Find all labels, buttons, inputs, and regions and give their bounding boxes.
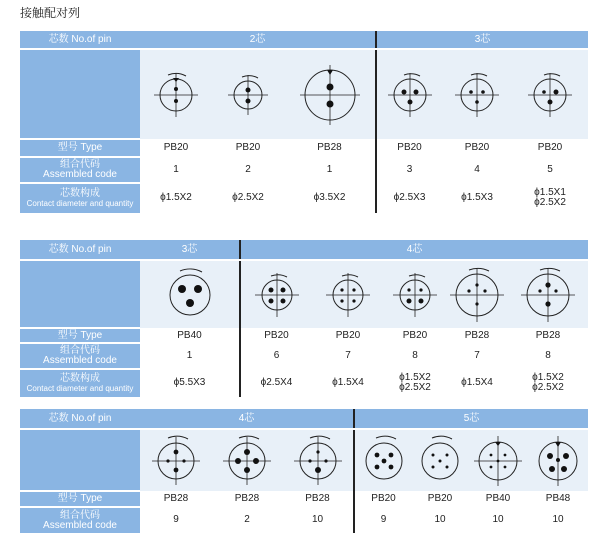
connector-3pin-icon (162, 267, 218, 323)
connector-3pin-icon (526, 70, 574, 120)
type-value: PB28 (282, 491, 354, 507)
contact-value: ϕ1.5X4 (446, 369, 508, 397)
type-label: 型号 Type (20, 328, 140, 343)
type-value: PB20 (354, 491, 412, 507)
contact-value: ϕ1.5X3 (442, 183, 512, 213)
connector-diagram (384, 260, 446, 328)
code-value: 3 (376, 157, 442, 183)
pin-table-3 (20, 409, 588, 533)
pin-count-label: 芯数 No.of pin (20, 409, 140, 429)
code-value: 5 (512, 157, 588, 183)
diagram-row-label (20, 49, 140, 139)
contact-value: ϕ1.5X4 (312, 369, 384, 397)
connector-4pin-icon (449, 266, 505, 324)
type-value: PB28 (508, 328, 588, 343)
type-value: PB40 (140, 328, 240, 343)
group-header-4-pin: 4芯 (140, 409, 354, 429)
type-value: PB20 (512, 139, 588, 157)
connector-2pin-icon (299, 64, 361, 126)
page-heading: 接触配对列 (20, 6, 81, 20)
connector-diagram (282, 429, 354, 491)
assembled-code-label: 组合代码 Assembled code (20, 343, 140, 369)
connector-diagram (284, 49, 376, 139)
connector-diagram (212, 49, 284, 139)
code-value: 10 (528, 507, 588, 533)
contact-value: ϕ3.5X2 (284, 183, 376, 213)
assembled-code-label: 组合代码 Assembled code (20, 507, 140, 533)
connector-diagram (212, 429, 282, 491)
connector-diagram (412, 429, 468, 491)
contact-value: ϕ2.5X2 (212, 183, 284, 213)
contact-value: ϕ2.5X3 (376, 183, 442, 213)
code-value: 1 (140, 343, 240, 369)
connector-diagram (446, 260, 508, 328)
connector-diagram (140, 429, 212, 491)
connector-2pin-icon (224, 70, 272, 120)
code-value: 8 (508, 343, 588, 369)
connector-5pin-icon (359, 433, 409, 489)
contact-value: ϕ1.5X2 ϕ2.5X2 (508, 369, 588, 397)
contact-label: 芯数构成 Contact diameter and quantity (20, 183, 140, 213)
type-value: PB28 (446, 328, 508, 343)
code-value: 10 (412, 507, 468, 533)
type-value: PB20 (212, 139, 284, 157)
contact-value: ϕ1.5X2 (140, 183, 212, 213)
code-value: 2 (212, 157, 284, 183)
group-header-3-pin: 3芯 (376, 31, 588, 49)
connector-5pin-icon (533, 433, 583, 489)
connector-5pin-icon (473, 433, 523, 489)
contact-value: ϕ5.5X3 (140, 369, 240, 397)
code-value: 4 (442, 157, 512, 183)
connector-3pin-icon (386, 70, 434, 120)
code-value: 1 (140, 157, 212, 183)
connector-4pin-icon (222, 433, 272, 489)
contact-value: ϕ1.5X1 ϕ2.5X2 (512, 183, 588, 213)
type-value: PB20 (384, 328, 446, 343)
code-value: 9 (354, 507, 412, 533)
connector-diagram (312, 260, 384, 328)
group-header-3-pin: 3芯 (140, 240, 240, 260)
connector-4pin-icon (253, 270, 301, 320)
code-value: 10 (468, 507, 528, 533)
code-value: 7 (312, 343, 384, 369)
contact-value: ϕ2.5X4 (240, 369, 312, 397)
contact-value: ϕ1.5X2 ϕ2.5X2 (384, 369, 446, 397)
type-value: PB20 (140, 139, 212, 157)
diagram-row-label (20, 429, 140, 491)
connector-diagram (468, 429, 528, 491)
type-label: 型号 Type (20, 491, 140, 507)
pin-count-label: 芯数 No.of pin (20, 240, 140, 260)
connector-diagram (512, 49, 588, 139)
assembled-code-label: 组合代码 Assembled code (20, 157, 140, 183)
connector-4pin-icon (293, 433, 343, 489)
type-label: 型号 Type (20, 139, 140, 157)
connector-diagram (508, 260, 588, 328)
type-value: PB28 (212, 491, 282, 507)
code-value: 1 (284, 157, 376, 183)
type-value: PB28 (140, 491, 212, 507)
group-header-5-pin: 5芯 (354, 409, 588, 429)
connector-diagram (376, 49, 442, 139)
connector-4pin-icon (324, 270, 372, 320)
pin-table-2 (20, 240, 588, 397)
connector-diagram (442, 49, 512, 139)
type-value: PB20 (240, 328, 312, 343)
connector-diagram (140, 49, 212, 139)
connector-diagram (240, 260, 312, 328)
code-value: 8 (384, 343, 446, 369)
code-value: 7 (446, 343, 508, 369)
connector-diagram (140, 260, 240, 328)
group-header-2-pin: 2芯 (140, 31, 376, 49)
code-value: 2 (212, 507, 282, 533)
code-value: 9 (140, 507, 212, 533)
type-value: PB40 (468, 491, 528, 507)
connector-4pin-icon (151, 433, 201, 489)
type-value: PB28 (284, 139, 376, 157)
type-value: PB20 (412, 491, 468, 507)
type-value: PB48 (528, 491, 588, 507)
contact-label: 芯数构成 Contact diameter and quantity (20, 369, 140, 397)
type-value: PB20 (376, 139, 442, 157)
type-value: PB20 (442, 139, 512, 157)
type-value: PB20 (312, 328, 384, 343)
group-header-4-pin: 4芯 (240, 240, 588, 260)
connector-5pin-icon (415, 433, 465, 489)
connector-diagram (528, 429, 588, 491)
diagram-row-label (20, 260, 140, 328)
connector-4pin-icon (520, 266, 576, 324)
connector-3pin-icon (453, 70, 501, 120)
connector-diagram (354, 429, 412, 491)
code-value: 10 (282, 507, 354, 533)
connector-4pin-icon (391, 270, 439, 320)
pin-count-label: 芯数 No.of pin (20, 31, 140, 49)
pin-table-1 (20, 31, 588, 213)
connector-2pin-icon (152, 70, 200, 120)
code-value: 6 (240, 343, 312, 369)
